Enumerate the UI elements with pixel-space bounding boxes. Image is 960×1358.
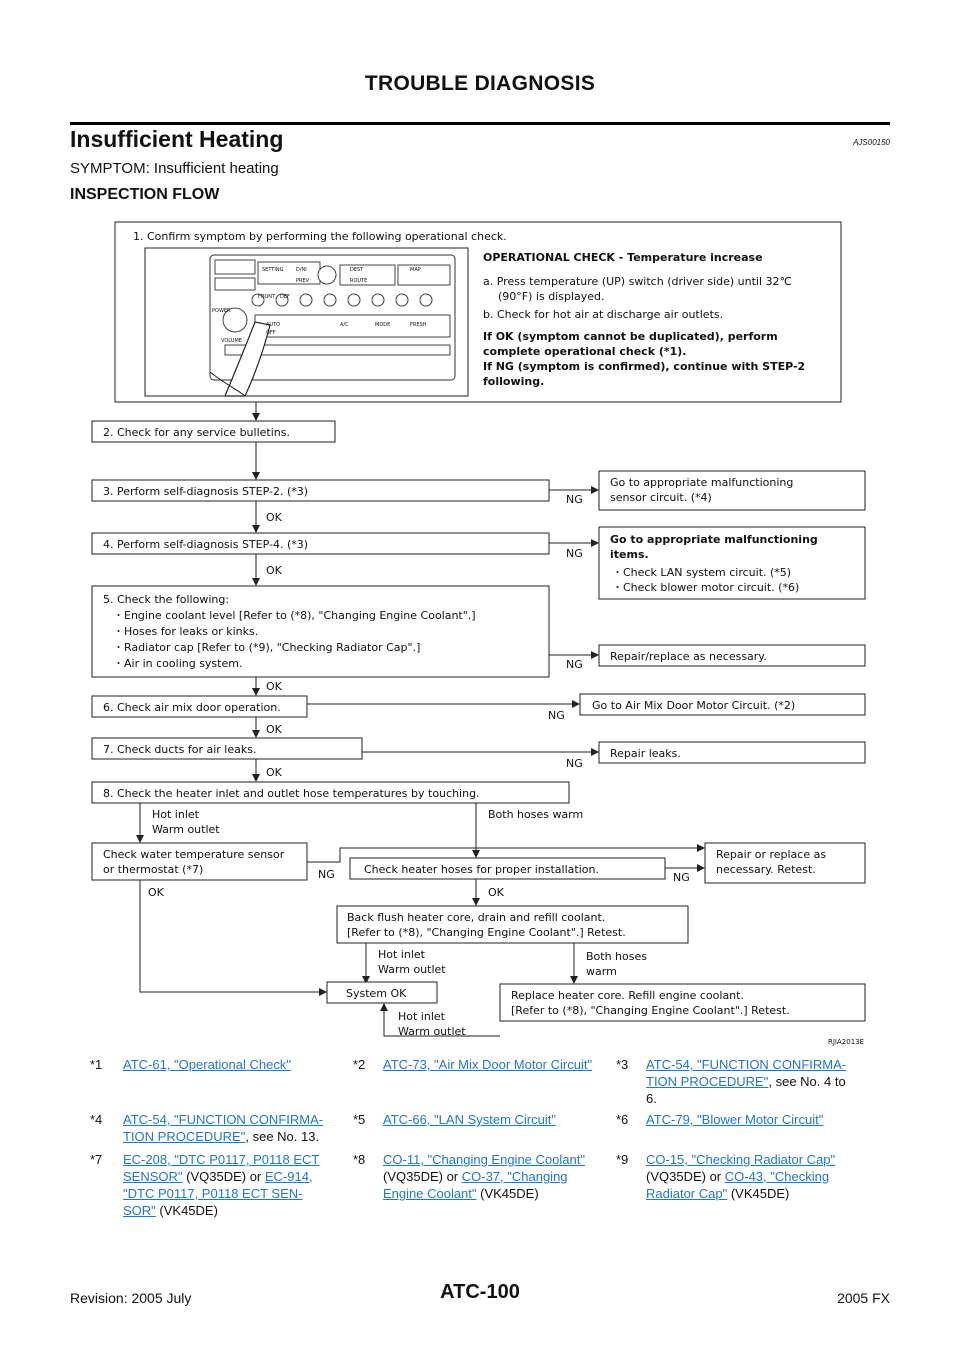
footnote-7-link-5[interactable]: SOR" (123, 1203, 156, 1218)
repair-text-2: necessary. Retest. (716, 863, 816, 876)
panel-label-setting: SETTING (262, 267, 284, 273)
step5-text-5: ・Air in cooling system. (113, 657, 243, 670)
footnote-5-link[interactable]: ATC-66, "LAN System Circuit" (383, 1112, 556, 1127)
op-note-4: following. (483, 375, 545, 388)
ng3-text-1: Go to appropriate malfunctioning (610, 476, 794, 489)
ng-label-hoses: NG (673, 871, 690, 884)
both-warm-label: Both hoses warm (488, 808, 584, 821)
repair-text-1: Repair or replace as (716, 848, 827, 861)
step5-text-4: ・Radiator cap [Refer to (*9), "Checking Radiator Cap".] (113, 641, 421, 654)
panel-label-auto: AUTO (266, 322, 281, 328)
panel-button-icon (348, 294, 360, 306)
footnote-7-link-1[interactable]: EC-208, "DTC P0117, P0118 ECT (123, 1152, 320, 1167)
footnote-3-link-1[interactable]: ATC-54, "FUNCTION CONFIRMA- (646, 1057, 847, 1072)
footnote-1-link[interactable]: ATC-61, "Operational Check" (123, 1057, 291, 1072)
section-title: Insufficient Heating (70, 126, 284, 152)
backflush-text-2: [Refer to (*8), "Changing Engine Coolant".] Retest. (347, 926, 626, 939)
footnote-5-key: *5 (353, 1112, 366, 1127)
panel-label-fresh: FRESH (410, 322, 427, 328)
footnote-3-key: *3 (616, 1057, 629, 1072)
inspection-flow-heading: INSPECTION FLOW (70, 186, 220, 203)
ng-label-water: NG (318, 868, 335, 881)
op-note-1: If OK (symptom cannot be duplicated), perform (483, 330, 778, 343)
op-check-a2: (90°F) is displayed. (498, 290, 605, 303)
step4-text: 4. Perform self-diagnosis STEP-4. (*3) (103, 538, 309, 551)
hot-inlet-label-1: Hot inlet (152, 808, 199, 821)
footnote-4-key: *4 (90, 1112, 103, 1127)
step2-text: 2. Check for any service bulletins. (103, 426, 290, 439)
symptom-text: SYMPTOM: Insufficient heating (70, 160, 279, 177)
footer-revision: Revision: 2005 July (70, 1290, 192, 1306)
ng-label-5: NG (566, 658, 583, 671)
footnote-1-key: *1 (90, 1057, 103, 1072)
footnote-8-link-1[interactable]: CO-11, "Changing Engine Coolant" (383, 1152, 585, 1167)
panel-label-mode: MODE (375, 322, 391, 328)
panel-label-def: DEF (280, 294, 290, 300)
ng-label-4: NG (566, 547, 583, 560)
panel-button-icon (324, 294, 336, 306)
panel-label-ac: A/C (340, 322, 349, 328)
ok-label-3: OK (266, 511, 282, 524)
ok-label-water: OK (148, 886, 164, 899)
panel-label-off: OFF (266, 330, 276, 336)
step3-text: 3. Perform self-diagnosis STEP-2. (*3) (103, 485, 309, 498)
step7-text: 7. Check ducts for air leaks. (103, 743, 257, 756)
footnote-9-link-3[interactable]: Radiator Cap" (646, 1186, 728, 1201)
footer-page-number: ATC-100 (440, 1281, 520, 1303)
system-ok-text: System OK (346, 987, 407, 1000)
ng6-text: Go to Air Mix Door Motor Circuit. (*2) (592, 699, 796, 712)
footnote-8-tail: (VK45DE) (476, 1186, 539, 1201)
ok-label-4: OK (266, 564, 282, 577)
ng4-text-2: items. (610, 548, 649, 561)
step5-text-1: 5. Check the following: (103, 593, 230, 606)
footnote-7-link-3[interactable]: EC-914, (264, 1169, 313, 1184)
footnote-8-link-3[interactable]: Engine Coolant" (383, 1186, 477, 1201)
footnote-9-link-1[interactable]: CO-15, "Checking Radiator Cap" (646, 1152, 836, 1167)
replace-text-1: Replace heater core. Refill engine coolant. (511, 989, 744, 1002)
ng4-text-1: Go to appropriate malfunctioning (610, 533, 818, 546)
footnote-9-key: *9 (616, 1152, 629, 1167)
ng-label-7: NG (566, 757, 583, 770)
step8-text: 8. Check the heater inlet and outlet hose temperatures by touching. (103, 787, 480, 800)
panel-label-front: FRONT (258, 294, 276, 300)
check-water-text-2: or thermostat (*7) (103, 863, 204, 876)
footnote-7-link-2[interactable]: SENSOR" (123, 1169, 183, 1184)
check-hoses-text: Check heater hoses for proper installation. (364, 863, 599, 876)
footnote-3-tail: , see No. 4 to (768, 1074, 846, 1089)
panel-label-dni: D/NI (296, 267, 307, 273)
footnote-8-key: *8 (353, 1152, 366, 1167)
footnote-4-link-2[interactable]: TION PROCEDURE" (123, 1129, 246, 1144)
panel-button-icon (372, 294, 384, 306)
op-check-title: OPERATIONAL CHECK - Temperature increase (483, 251, 763, 264)
step1-text: 1. Confirm symptom by performing the following operational check. (133, 230, 507, 243)
panel-label-volume: VOLUME (221, 338, 242, 344)
step5-text-3: ・Hoses for leaks or kinks. (113, 625, 259, 638)
panel-button-icon (396, 294, 408, 306)
replace-text-2: [Refer to (*8), "Changing Engine Coolant".] Retest. (511, 1004, 790, 1017)
footnote-2-key: *2 (353, 1057, 366, 1072)
footnote-3-tail-2: 6. (646, 1091, 657, 1106)
footnote-7-link-4[interactable]: "DTC P0117, P0118 ECT SEN- (123, 1186, 303, 1201)
op-note-3: If NG (symptom is confirmed), continue with STEP-2 (483, 360, 806, 373)
footnote-7-mid: (VQ35DE) or (182, 1169, 265, 1184)
footnote-8-mid: (VQ35DE) or (383, 1169, 462, 1184)
page-header-title: TROUBLE DIAGNOSIS (364, 72, 596, 95)
both-hoses-label: Both hoses (586, 950, 647, 963)
backflush-text-1: Back flush heater core, drain and refill coolant. (347, 911, 606, 924)
footnote-7-key: *7 (90, 1152, 103, 1167)
op-check-a1: a. Press temperature (UP) switch (driver side) until 32℃ (483, 275, 792, 288)
panel-button-icon (420, 294, 432, 306)
footnote-6-link[interactable]: ATC-79, "Blower Motor Circuit" (646, 1112, 824, 1127)
footnote-8-link-2[interactable]: CO-37, "Changing (461, 1169, 568, 1184)
step5-text-2: ・Engine coolant level [Refer to (*8), "Changing Engine Coolant".] (113, 609, 476, 622)
hot-inlet-label-3: Hot inlet (398, 1010, 445, 1023)
ok-label-hoses: OK (488, 886, 504, 899)
step6-text: 6. Check air mix door operation. (103, 701, 281, 714)
op-note-2: complete operational check (*1). (483, 345, 687, 358)
footnote-4-link-1[interactable]: ATC-54, "FUNCTION CONFIRMA- (123, 1112, 324, 1127)
panel-button-icon (300, 294, 312, 306)
panel-label-power: POWER (212, 308, 231, 314)
footnote-4-tail: , see No. 13. (245, 1129, 320, 1144)
panel-label-prev: PREV (296, 278, 310, 284)
ng-label-3: NG (566, 493, 583, 506)
hot-inlet-label-2: Hot inlet (378, 948, 425, 961)
ng-label-6: NG (548, 709, 565, 722)
warm-label: warm (586, 965, 617, 978)
footnote-9-mid: (VQ35DE) or (646, 1169, 725, 1184)
panel-label-map: MAP (410, 267, 421, 273)
footnote-3-link-2[interactable]: TION PROCEDURE" (646, 1074, 769, 1089)
ng5-text: Repair/replace as necessary. (610, 650, 767, 663)
op-check-b: b. Check for hot air at discharge air outlets. (483, 308, 724, 321)
footnote-7-tail: (VK45DE) (155, 1203, 218, 1218)
ng7-text: Repair leaks. (610, 747, 681, 760)
ng4-text-4: ・Check blower motor circuit. (*6) (612, 581, 800, 594)
footer-model: 2005 FX (837, 1290, 890, 1306)
footnote-6-key: *6 (616, 1112, 629, 1127)
figure-code: RJIA2013E (828, 1038, 865, 1046)
ok-label-7: OK (266, 766, 282, 779)
panel-label-dest: DEST (350, 267, 364, 273)
panel-label-route: ROUTE (350, 278, 368, 284)
ng4-text-3: ・Check LAN system circuit. (*5) (612, 566, 792, 579)
check-water-text-1: Check water temperature sensor (103, 848, 285, 861)
warm-outlet-label-2: Warm outlet (378, 963, 446, 976)
footnote-2-link[interactable]: ATC-73, "Air Mix Door Motor Circuit" (383, 1057, 593, 1072)
section-code: AJS00150 (853, 138, 890, 147)
footnote-9-tail: (VK45DE) (727, 1186, 790, 1201)
ng3-text-2: sensor circuit. (*4) (610, 491, 712, 504)
ok-label-5: OK (266, 680, 282, 693)
control-panel-illustration (145, 248, 468, 396)
footnote-9-link-2[interactable]: CO-43, "Checking (724, 1169, 830, 1184)
ok-label-6: OK (266, 723, 282, 736)
warm-outlet-label-3: Warm outlet (398, 1025, 466, 1038)
warm-outlet-label-1: Warm outlet (152, 823, 220, 836)
